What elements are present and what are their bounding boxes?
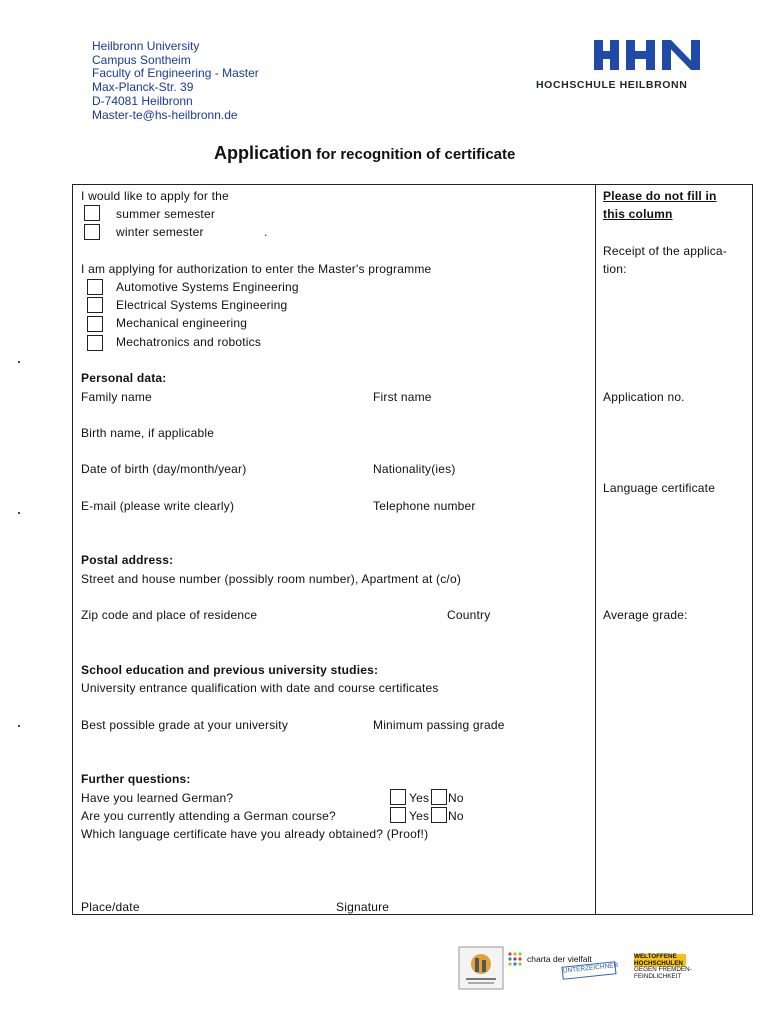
sender-address [92,40,259,122]
email-label: E-mail (please write clearly) [81,499,235,513]
further-heading: Further questions: [81,772,191,786]
award-line: WELTOFFENE [634,954,686,961]
winter-semester-label: winter semester [116,225,204,239]
mechatronics-checkbox[interactable] [87,335,103,351]
title-rest: for recognition of certificate [312,146,516,163]
course-no-checkbox[interactable] [431,807,447,823]
summer-semester-label: summer semester [116,207,216,221]
german-no-checkbox[interactable] [431,789,447,805]
address-line: D-74081 Heilbronn [92,93,193,108]
german-no-label: No [448,791,464,805]
margin-mark [18,725,20,727]
course-no-label: No [448,809,464,823]
mechatronics-label: Mechatronics and robotics [116,335,262,349]
question-certificate-label: Which language certificate have you already obtained? (Proof!) [81,827,429,841]
qualification-label: University entrance qualification with date and course certificates [81,681,439,695]
summer-semester-checkbox[interactable] [84,205,100,221]
address-line: Campus Sontheim [92,52,191,67]
programme-intro: I am applying for authorization to enter the Master's programme [81,262,432,276]
mechanical-checkbox[interactable] [87,316,103,332]
margin-mark [18,512,20,514]
postal-heading: Postal address: [81,553,174,567]
award-line: HOCHSCHULEN [634,961,686,968]
title-main: Application [214,143,312,163]
nationality-label: Nationality(ies) [373,462,456,476]
electrical-label: Electrical Systems Engineering [116,298,288,312]
min-grade-label: Minimum passing grade [373,718,505,732]
birth-name-label: Birth name, if applicable [81,426,215,440]
question-course-label: Are you currently attending a German course? [81,809,336,823]
german-yes-label: Yes [409,791,430,805]
average-grade-label: Average grade: [603,608,688,622]
course-yes-checkbox[interactable] [390,807,406,823]
office-notice-line2: this column [603,207,673,221]
winter-semester-checkbox[interactable] [84,224,100,240]
address-line: Heilbronn University [92,39,200,53]
receipt-label-line1: Receipt of the applica- [603,244,728,258]
signature-label: Signature [336,900,390,914]
margin-mark [18,361,20,363]
street-label: Street and house number (possibly room number), Apartment at (c/o) [81,572,462,586]
charta-stamp-text: UNTERZEICHNER [562,961,619,975]
personal-heading: Personal data: [81,371,167,385]
winter-semester-dot: . [264,225,268,239]
electrical-checkbox[interactable] [87,297,103,313]
semester-intro: I would like to apply for the [81,189,229,203]
mechanical-label: Mechanical engineering [116,316,248,330]
place-date-label: Place/date [81,900,140,914]
charta-text: charta der vielfalt [527,954,592,964]
zip-label: Zip code and place of residence [81,608,258,622]
course-yes-label: Yes [409,809,430,823]
award-line: GEGEN FREMDEN- [634,966,692,974]
education-heading: School education and previous university studies: [81,663,379,677]
dob-label: Date of birth (day/month/year) [81,462,247,476]
address-email-link[interactable]: Master-te@hs-heilbronn.de [92,107,238,122]
question-german-label: Have you learned German? [81,791,234,805]
address-line: Max-Planck-Str. 39 [92,80,194,95]
german-yes-checkbox[interactable] [390,789,406,805]
charta-dots-icon [508,952,522,970]
address-line: Faculty of Engineering - Master [92,66,259,81]
logo-caption: HOCHSCHULE HEILBRONN [536,79,688,91]
page-title [214,143,515,164]
country-label: Country [447,608,491,622]
family-audit-seal [458,946,504,990]
best-grade-label: Best possible grade at your university [81,718,289,732]
office-notice-line1: Please do not fill in [603,189,717,203]
award-line: FEINDLICHKEIT [634,972,682,980]
family-name-label: Family name [81,390,152,404]
first-name-label: First name [373,390,432,404]
receipt-label-line2: tion: [603,262,627,276]
application-no-label: Application no. [603,390,685,404]
automotive-label: Automotive Systems Engineering [116,280,299,294]
award-badge [634,953,692,982]
telephone-label: Telephone number [373,499,476,513]
automotive-checkbox[interactable] [87,279,103,295]
column-divider [595,184,596,915]
language-certificate-label: Language certificate [603,481,716,495]
